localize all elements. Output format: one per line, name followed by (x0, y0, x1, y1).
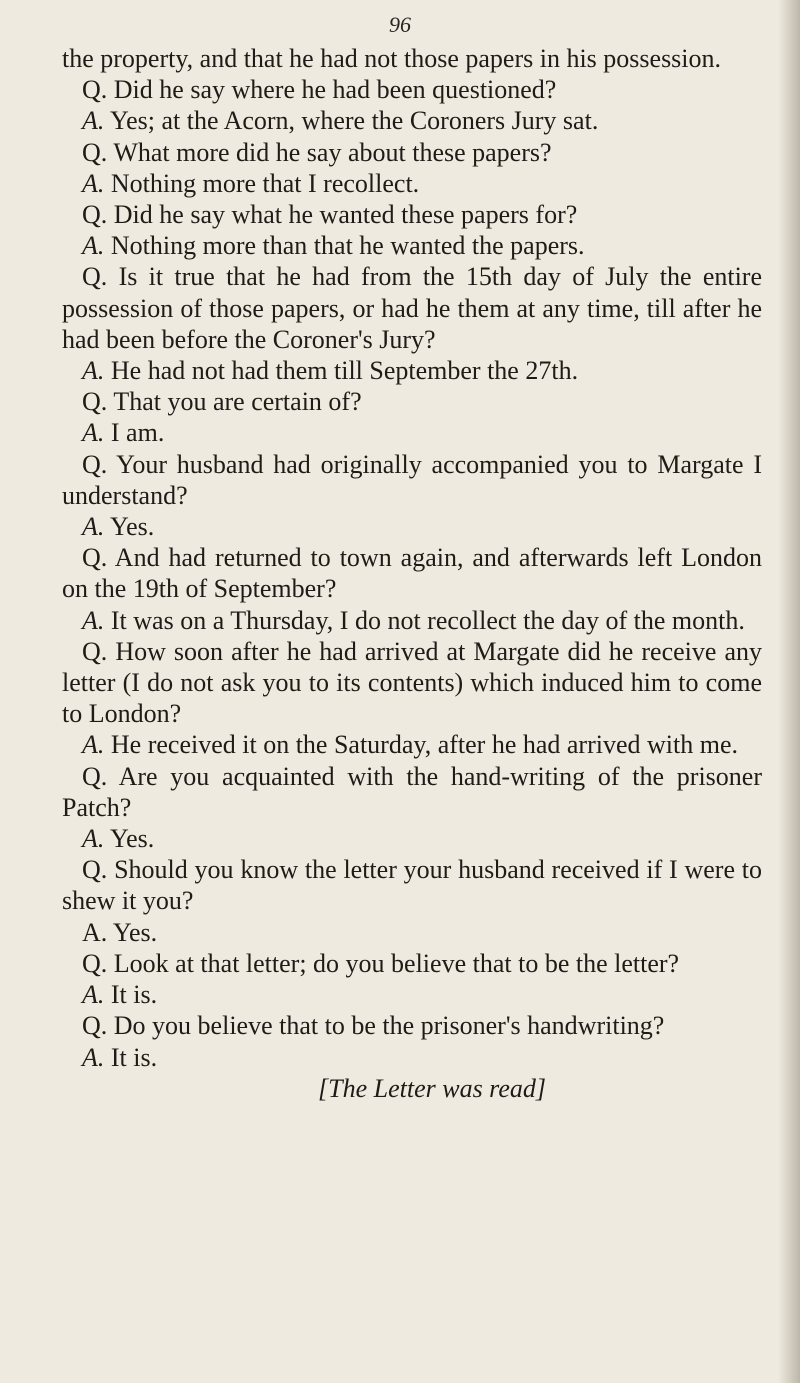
exchange-text: Yes; at the Acorn, where the Coroners Jury sat. (109, 106, 599, 136)
question-paragraph (62, 199, 762, 230)
speaker-label: A. (82, 512, 105, 542)
speaker-label: Q. (82, 75, 108, 105)
exchange-text: Is it true that he had from the 15th day of July the entire possession of those papers, or had he them at any time, till after he had been before the Coroner's Jury? (62, 262, 763, 354)
exchange-list (62, 74, 762, 1073)
exchange-text: Look at that letter; do you believe that to be the letter? (113, 948, 680, 978)
exchange-text: He had not had them till September the 27th. (110, 356, 579, 386)
answer-paragraph (62, 355, 762, 386)
question-paragraph (62, 542, 762, 604)
exchange-text: Do you believe that to be the prisoner's handwriting? (113, 1011, 665, 1041)
speaker-label: A. (82, 1042, 105, 1072)
answer-paragraph (62, 511, 762, 542)
question-paragraph (62, 386, 762, 417)
question-paragraph (62, 948, 762, 979)
exchange-text: He received it on the Saturday, after he had arrived with me. (110, 730, 739, 760)
speaker-label: A. (82, 730, 105, 760)
speaker-label: A. (82, 418, 105, 448)
speaker-label: Q. (82, 137, 108, 167)
question-paragraph (62, 449, 762, 511)
page-edge-shadow (778, 0, 800, 1383)
page-number: 96 (389, 12, 411, 37)
exchange-text: It was on a Thursday, I do not recollect the day of the month. (110, 605, 745, 635)
exchange-text: Did he say where he had been questioned? (113, 75, 557, 105)
speaker-label: Q. (82, 262, 108, 292)
speaker-label: Q. (82, 387, 108, 417)
answer-paragraph (62, 823, 762, 854)
exchange-text: It is. (110, 1042, 158, 1072)
speaker-label: Q. (82, 855, 108, 885)
speaker-label: A. (82, 980, 105, 1010)
speaker-label: A. (82, 917, 108, 947)
speaker-label: A. (82, 168, 105, 198)
speaker-label: Q. (82, 449, 108, 479)
letter-caption: [The Letter was read] (318, 1073, 546, 1103)
question-paragraph (62, 854, 762, 916)
exchange-text: Your husband had originally accompanied you to Margate I understand? (62, 449, 762, 510)
speaker-label: Q. (82, 200, 108, 230)
exchange-text: Yes. (109, 512, 155, 542)
answer-paragraph (62, 230, 762, 261)
transcript-text (62, 43, 762, 1104)
speaker-label: A. (82, 605, 105, 635)
answer-paragraph (62, 729, 762, 760)
exchange-text: It is. (110, 980, 158, 1010)
exchange-text: Yes. (109, 824, 155, 854)
exchange-text: Should you know the letter your husband received if I were to shew it you? (62, 855, 762, 916)
question-paragraph (62, 636, 762, 730)
speaker-label: A. (82, 356, 105, 386)
answer-paragraph (62, 605, 762, 636)
question-paragraph (62, 137, 762, 168)
question-paragraph (62, 74, 762, 105)
answer-paragraph (62, 917, 762, 948)
answer-paragraph (62, 979, 762, 1010)
exchange-text: Yes. (112, 917, 158, 947)
exchange-text: What more did he say about these papers? (113, 137, 552, 167)
speaker-label: A. (82, 231, 105, 261)
answer-paragraph (62, 168, 762, 199)
question-paragraph (62, 1010, 762, 1041)
speaker-label: Q. (82, 761, 108, 791)
exchange-text: That you are certain of? (113, 387, 362, 417)
exchange-text: Are you acquainted with the hand-writing of the prisoner Patch? (62, 761, 762, 822)
exchange-text: Nothing more that I recollect. (110, 168, 420, 198)
question-paragraph (62, 261, 762, 355)
speaker-label: Q. (82, 948, 108, 978)
speaker-label: Q. (82, 636, 108, 666)
exchange-text: How soon after he had arrived at Margate did he receive any letter (I do not ask you to its contents) which induced him to come to London? (62, 636, 762, 729)
question-paragraph (62, 761, 762, 823)
speaker-label: Q. (82, 1011, 108, 1041)
speaker-label: Q. (82, 543, 108, 573)
answer-paragraph (62, 1042, 762, 1073)
opening-paragraph: the property, and that he had not those papers in his possession. (62, 44, 722, 73)
exchange-text: Did he say what he wanted these papers for? (113, 200, 578, 230)
exchange-text: Nothing more than that he wanted the papers. (110, 231, 585, 261)
exchange-text: And had returned to town again, and afterwards left London on the 19th of September? (62, 543, 762, 604)
answer-paragraph (62, 417, 762, 448)
exchange-text: I am. (110, 418, 165, 448)
speaker-label: A. (82, 106, 105, 136)
answer-paragraph (62, 105, 762, 136)
speaker-label: A. (82, 824, 105, 854)
